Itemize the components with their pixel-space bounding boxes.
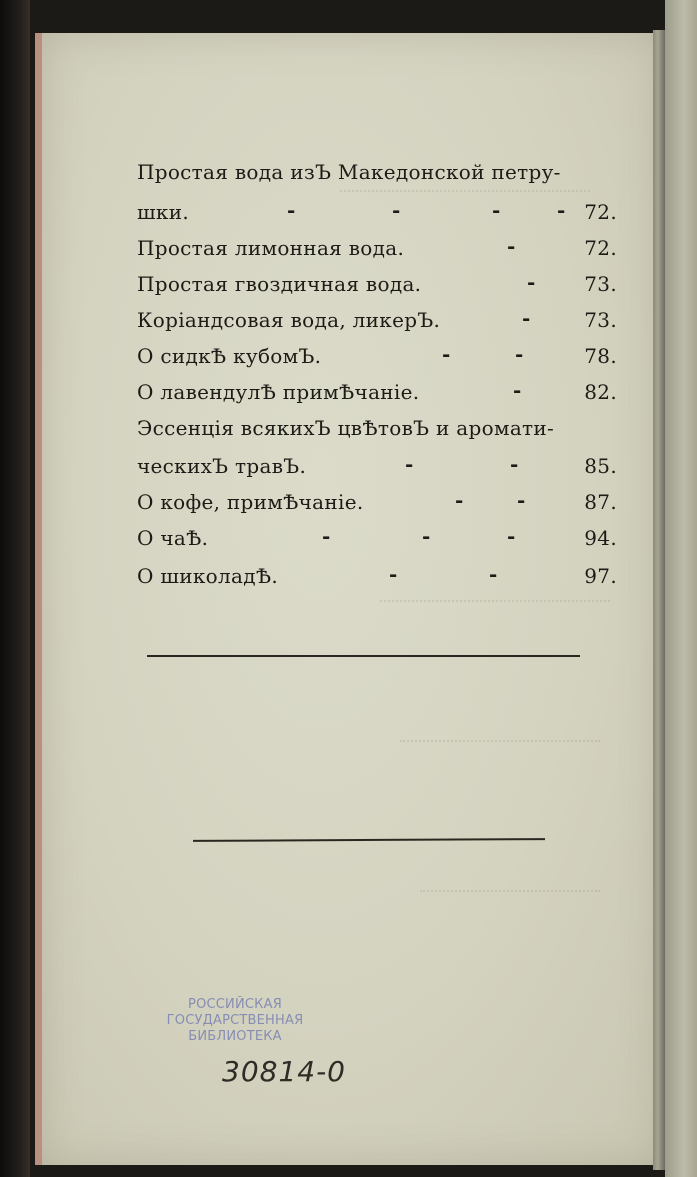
toc-entry-page: 72. bbox=[584, 200, 617, 224]
toc-entry-page: 73. bbox=[584, 308, 617, 332]
toc-entry: Простая гвоздичная вода. - 73. bbox=[137, 270, 617, 296]
toc-entry-title: ческихЪ травЪ. bbox=[137, 454, 307, 478]
toc-entry: О шиколадѢ. - - 97. bbox=[137, 562, 617, 588]
toc-entry-page: 78. bbox=[584, 344, 617, 368]
toc-entry-page: 73. bbox=[584, 272, 617, 296]
toc-entry: О кофе, примѢчаніе. - - 87. bbox=[137, 488, 617, 514]
page-gutter bbox=[653, 30, 665, 1170]
stamp-line: БИБЛИОТЕКА bbox=[188, 1029, 282, 1044]
toc-entry bbox=[137, 416, 617, 446]
book-spine-shadow bbox=[0, 0, 30, 1177]
toc-entry-title: Простая гвоздичная вода. bbox=[137, 272, 422, 296]
toc-entry-page: 87. bbox=[584, 490, 617, 514]
toc-entry-title: шки. bbox=[137, 200, 189, 224]
toc-entry: шки. - - - - 72. bbox=[137, 198, 617, 224]
bleed-through-mark bbox=[380, 600, 610, 614]
toc-entry: ческихЪ травЪ. - - 85. bbox=[137, 452, 617, 478]
toc-entry-page: 85. bbox=[584, 454, 617, 478]
toc-entry bbox=[137, 160, 617, 190]
toc-entry-page: 94. bbox=[584, 526, 617, 550]
toc-entry-title: О лавендулѢ примѢчаніе. bbox=[137, 380, 420, 404]
toc-entry-title: О сидкѢ кубомЪ. bbox=[137, 344, 322, 368]
toc-entry-title: Простая вода изЪ Македонской петру- bbox=[137, 160, 561, 184]
toc-entry: О сидкѢ кубомЪ. - - 78. bbox=[137, 342, 617, 368]
toc-entry: О лавендулѢ примѢчаніе. - 82. bbox=[137, 378, 617, 404]
toc-entry-page: 97. bbox=[584, 564, 617, 588]
toc-entry-title: О шиколадѢ. bbox=[137, 564, 279, 588]
toc-entry: Коріандсовая вода, ликерЪ. - 73. bbox=[137, 306, 617, 332]
toc-entry-title: Коріандсовая вода, ликерЪ. bbox=[137, 308, 441, 332]
facing-page-edge bbox=[665, 0, 697, 1177]
toc-entry-page: 82. bbox=[584, 380, 617, 404]
stamp-line: РОССИЙСКАЯ bbox=[188, 997, 282, 1012]
toc-entry-title: О чаѢ. bbox=[137, 526, 209, 550]
toc-entry-title: Простая лимонная вода. bbox=[137, 236, 405, 260]
toc-entry-title: Эссенція всякихЪ цвѢтовЪ и аромати- bbox=[137, 416, 555, 440]
section-divider-rule bbox=[147, 655, 580, 657]
toc-entry: О чаѢ. - - - 94. bbox=[137, 524, 617, 550]
bleed-through-mark bbox=[400, 740, 600, 754]
handwritten-shelfmark: 30814-0 bbox=[222, 1055, 346, 1088]
library-stamp bbox=[160, 997, 310, 1045]
bleed-through-mark bbox=[420, 890, 600, 904]
toc-entry-page: 72. bbox=[584, 236, 617, 260]
toc-entry: Простая лимонная вода. - 72. bbox=[137, 234, 617, 260]
stamp-line: ГОСУДАРСТВЕННАЯ bbox=[166, 1013, 304, 1028]
toc-entry-title: О кофе, примѢчаніе. bbox=[137, 490, 364, 514]
